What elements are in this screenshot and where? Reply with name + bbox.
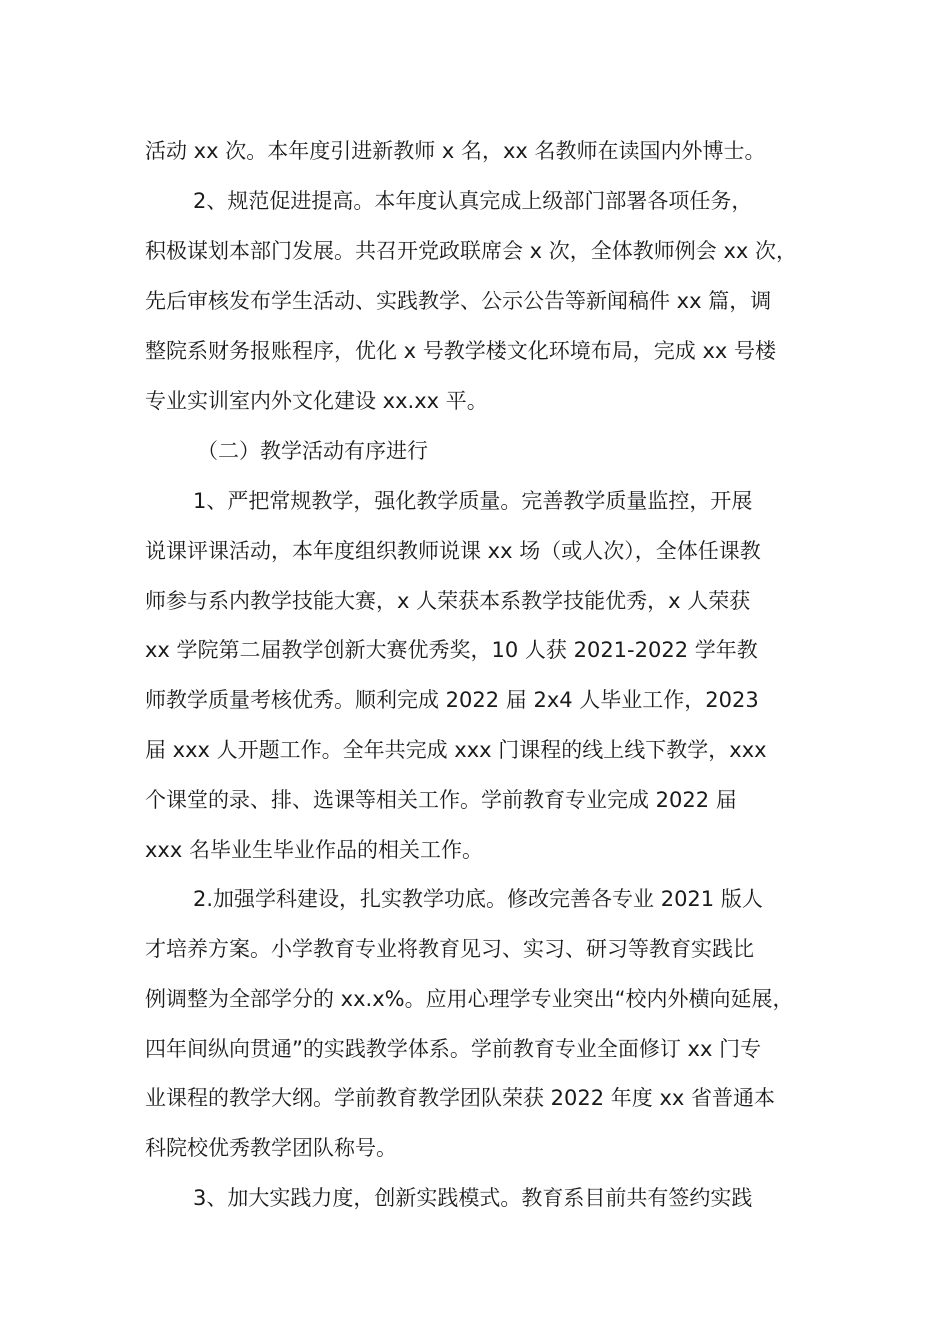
text-line: 师参与系内教学技能大赛，x 人荣获本系教学技能优秀，x 人荣获 (145, 589, 751, 613)
text-line: 科院校优秀教学团队称号。 (145, 1136, 397, 1160)
paragraph-start-line: 2.加强学科建设，扎实教学功底。修改完善各专业 2021 版人 (193, 887, 763, 911)
text-line: xx 学院第二届教学创新大赛优秀奖，10 人获 2021-2022 学年教 (145, 638, 758, 662)
text-line: 专业实训室内外文化建设 xx.xx 平。 (145, 389, 488, 413)
text-line: 个课堂的录、排、选课等相关工作。学前教育专业完成 2022 届 (145, 788, 737, 812)
paragraph-start-line: 2、规范促进提高。本年度认真完成上级部门部署各项任务， (193, 189, 753, 213)
section-heading: （二）教学活动有序进行 (197, 439, 428, 463)
text-line: 届 xxx 人开题工作。全年共完成 xxx 门课程的线上线下教学，xxx (145, 738, 767, 762)
text-line: 师教学质量考核优秀。顺利完成 2022 届 2x4 人毕业工作，2023 (145, 688, 759, 712)
text-line: 例调整为全部学分的 xx.x%。应用心理学专业突出“校内外横向延展， (145, 987, 794, 1011)
text-line: 先后审核发布学生活动、实践教学、公示公告等新闻稿件 xx 篇，调 (145, 289, 772, 313)
paragraph-start-line: 1、严把常规教学，强化教学质量。完善教学质量监控，开展 (193, 489, 753, 513)
text-line: 活动 xx 次。本年度引进新教师 x 名，xx 名教师在读国内外博士。 (145, 139, 766, 163)
text-line: 说课评课活动，本年度组织教师说课 xx 场（或人次），全体任课教 (145, 539, 761, 563)
text-line: 积极谋划本部门发展。共召开党政联席会 x 次，全体教师例会 xx 次， (145, 239, 797, 263)
paragraph-start-line: 3、加大实践力度，创新实践模式。教育系目前共有签约实践 (193, 1186, 753, 1210)
text-line: 业课程的教学大纲。学前教育教学团队荣获 2022 年度 xx 省普通本 (145, 1086, 775, 1110)
text-line: xxx 名毕业生毕业作品的相关工作。 (145, 838, 483, 862)
text-line: 才培养方案。小学教育专业将教育见习、实习、研习等教育实践比 (145, 937, 754, 961)
text-line: 四年间纵向贯通”的实践教学体系。学前教育专业全面修订 xx 门专 (145, 1037, 762, 1061)
text-line: 整院系财务报账程序，优化 x 号教学楼文化环境布局，完成 xx 号楼 (145, 339, 776, 363)
